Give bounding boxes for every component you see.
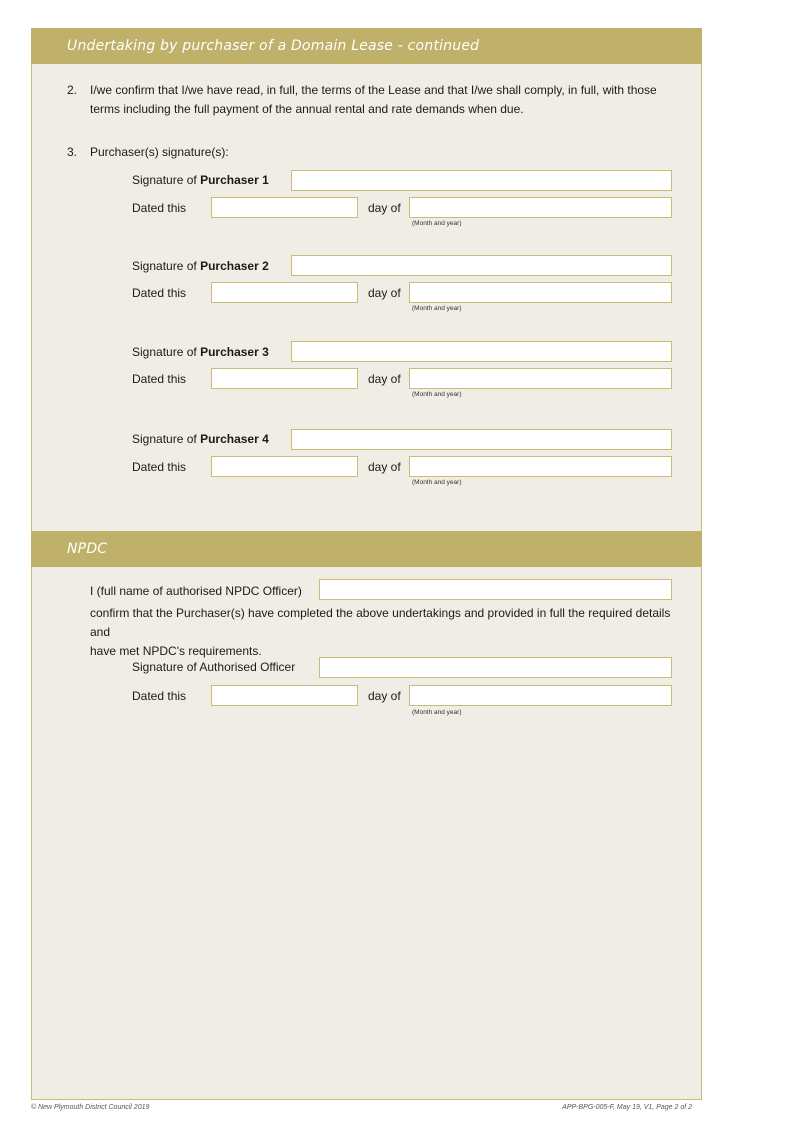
footer-form-reference: APP-BPG-005-F, May 19, V1, Page 2 of 2 bbox=[562, 1104, 692, 1111]
dated-label: Dated this bbox=[132, 689, 187, 703]
officer-confirmation-paragraph bbox=[90, 604, 690, 661]
signature-field-purchaser-4[interactable] bbox=[291, 429, 672, 450]
item-number: 2. bbox=[67, 83, 78, 97]
section-header-undertaking bbox=[31, 28, 702, 64]
signature-label-purchaser-4: Signature of Purchaser 4 bbox=[132, 432, 269, 446]
purchaser-name: Purchaser 4 bbox=[200, 432, 269, 446]
signature-field-purchaser-2[interactable] bbox=[291, 255, 672, 276]
officer-date-field[interactable] bbox=[211, 685, 358, 706]
officer-name-label: I (full name of authorised NPDC Officer) bbox=[90, 584, 302, 598]
dated-label: Dated this bbox=[132, 286, 187, 300]
month-year-hint: (Month and year) bbox=[412, 220, 462, 227]
dated-label: Dated this bbox=[132, 201, 187, 215]
month-year-hint: (Month and year) bbox=[412, 391, 462, 398]
month-year-field-purchaser-3[interactable] bbox=[409, 368, 672, 389]
officer-name-field[interactable] bbox=[319, 579, 672, 600]
day-of-label: day of bbox=[368, 460, 401, 474]
section-title: Undertaking by purchaser of a Domain Lease - continued bbox=[67, 38, 480, 54]
signature-field-purchaser-1[interactable] bbox=[291, 170, 672, 191]
signatures-heading: Purchaser(s) signature(s): bbox=[90, 145, 229, 159]
month-year-field-purchaser-2[interactable] bbox=[409, 282, 672, 303]
section-title: NPDC bbox=[67, 541, 108, 557]
dated-label: Dated this bbox=[132, 372, 187, 386]
date-field-purchaser-3[interactable] bbox=[211, 368, 358, 389]
date-field-purchaser-4[interactable] bbox=[211, 456, 358, 477]
signature-label-purchaser-2: Signature of Purchaser 2 bbox=[132, 259, 269, 273]
month-year-hint: (Month and year) bbox=[412, 709, 462, 716]
section-header-npdc bbox=[31, 531, 702, 567]
signature-label-purchaser-3: Signature of Purchaser 3 bbox=[132, 345, 269, 359]
item-number: 3. bbox=[67, 145, 78, 159]
paragraph-line: I/we confirm that I/we have read, in full, the terms of the Lease and that I/we shall comply, in full, with those bbox=[90, 83, 657, 97]
month-year-hint: (Month and year) bbox=[412, 305, 462, 312]
day-of-label: day of bbox=[368, 689, 401, 703]
footer-copyright: © New Plymouth District Council 2019 bbox=[31, 1104, 150, 1111]
paragraph-line: terms including the full payment of the annual rental and rate demands when due. bbox=[90, 102, 524, 116]
signature-label-purchaser-1: Signature of Purchaser 1 bbox=[132, 173, 269, 187]
officer-signature-label: Signature of Authorised Officer bbox=[132, 660, 296, 674]
day-of-label: day of bbox=[368, 201, 401, 215]
paragraph-line: confirm that the Purchaser(s) have completed the above undertakings and provided in full the required details and bbox=[90, 606, 671, 639]
purchaser-name: Purchaser 1 bbox=[200, 173, 269, 187]
month-year-field-purchaser-1[interactable] bbox=[409, 197, 672, 218]
paragraph-line: have met NPDC's requirements. bbox=[90, 644, 262, 658]
month-year-field-purchaser-4[interactable] bbox=[409, 456, 672, 477]
month-year-hint: (Month and year) bbox=[412, 479, 462, 486]
purchaser-name: Purchaser 3 bbox=[200, 345, 269, 359]
confirmation-paragraph bbox=[90, 81, 690, 119]
day-of-label: day of bbox=[368, 286, 401, 300]
dated-label: Dated this bbox=[132, 460, 187, 474]
officer-signature-field[interactable] bbox=[319, 657, 672, 678]
signature-field-purchaser-3[interactable] bbox=[291, 341, 672, 362]
date-field-purchaser-2[interactable] bbox=[211, 282, 358, 303]
purchaser-name: Purchaser 2 bbox=[200, 259, 269, 273]
day-of-label: day of bbox=[368, 372, 401, 386]
officer-month-year-field[interactable] bbox=[409, 685, 672, 706]
date-field-purchaser-1[interactable] bbox=[211, 197, 358, 218]
